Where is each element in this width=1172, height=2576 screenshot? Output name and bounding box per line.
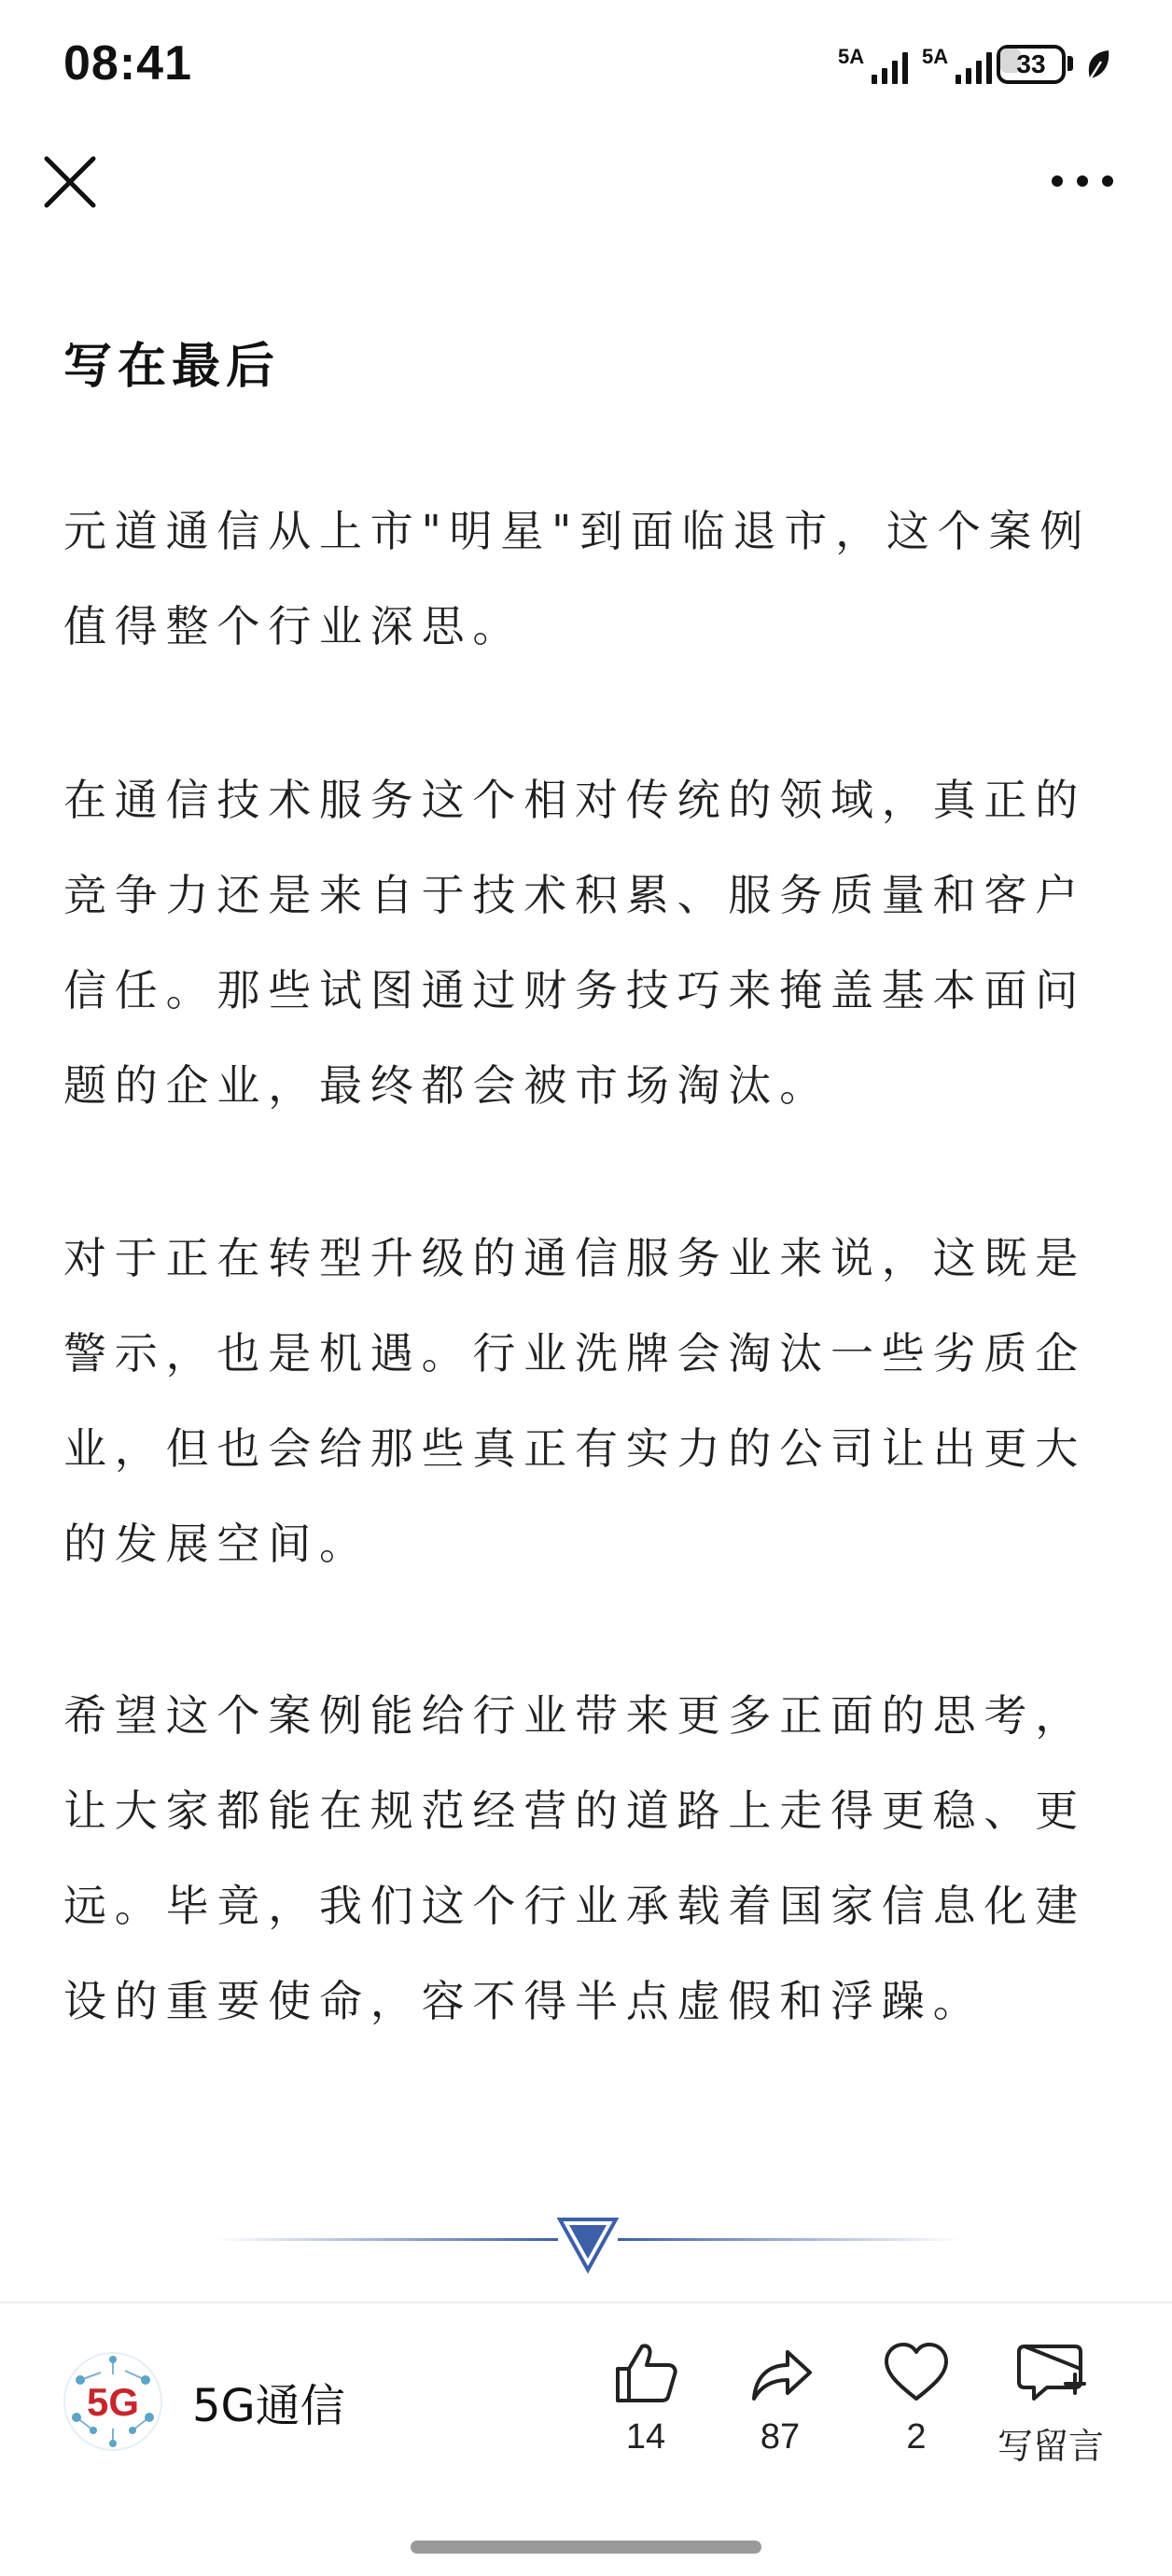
battery-level: 33 xyxy=(1016,49,1046,78)
signal-1 xyxy=(838,41,916,88)
article-paragraph: 元道通信从上市"明星"到面临退市，这个案例值得整个行业深思。 xyxy=(63,506,1092,651)
favorite-count: 2 xyxy=(906,2417,927,2457)
like-button[interactable] xyxy=(580,2337,711,2477)
battery-indicator xyxy=(997,45,1071,84)
section-heading: 写在最后 xyxy=(63,339,281,395)
status-time: 08:41 xyxy=(63,36,192,91)
article-paragraph: 对于正在转型升级的通信服务业来说，这既是警示，也是机遇。行业洗牌会淘汰一些劣质企业，但也会给那些真正有实力的公司让出更大的发展空间。 xyxy=(63,1233,1086,1569)
status-bar xyxy=(0,0,1172,131)
article-paragraph: 希望这个案例能给行业带来更多正面的思考，让大家都能在规范经营的道路上走得更稳、更远。毕竟，我们这个行业承载着国家信息化建设的重要使命，容不得半点虚假和浮躁。 xyxy=(63,1690,1086,2026)
signal-1-label: 5A xyxy=(838,45,865,68)
write-comment-label: 写留言 xyxy=(997,2426,1104,2467)
more-dots-icon xyxy=(1045,157,1120,205)
signal-bars-icon xyxy=(870,49,916,86)
home-indicator[interactable] xyxy=(411,2541,761,2554)
leaf-icon xyxy=(1082,47,1114,84)
end-divider xyxy=(215,2212,961,2277)
signal-2-label: 5A xyxy=(922,45,949,68)
thumbs-up-icon xyxy=(610,2337,681,2408)
favorite-button[interactable] xyxy=(851,2337,982,2477)
bottom-action-bar xyxy=(0,2302,1172,2576)
share-count: 87 xyxy=(760,2417,801,2457)
heart-icon xyxy=(881,2337,952,2408)
close-icon xyxy=(37,149,103,215)
signal-2 xyxy=(922,41,1000,88)
account-name[interactable]: 5G通信 xyxy=(192,2379,345,2432)
account-profile[interactable] xyxy=(63,2350,345,2453)
share-icon xyxy=(745,2337,816,2408)
close-button[interactable] xyxy=(37,149,103,215)
account-logo-text: 5G xyxy=(86,2380,140,2424)
signal-bars-icon xyxy=(954,49,1000,86)
account-logo-icon xyxy=(63,2352,162,2451)
write-comment-button[interactable] xyxy=(976,2337,1125,2477)
article-paragraph: 在通信技术服务这个相对传统的领域，真正的竞争力还是来自于技术积累、服务质量和客户信任。那些试图通过财务技巧来掩盖基本面问题的企业，最终都会被市场淘汰。 xyxy=(63,775,1086,1111)
comment-add-icon xyxy=(1013,2337,1088,2408)
more-options-button[interactable] xyxy=(1045,157,1120,205)
like-count: 14 xyxy=(625,2417,666,2457)
avatar[interactable] xyxy=(63,2352,162,2451)
share-button[interactable] xyxy=(715,2337,845,2477)
